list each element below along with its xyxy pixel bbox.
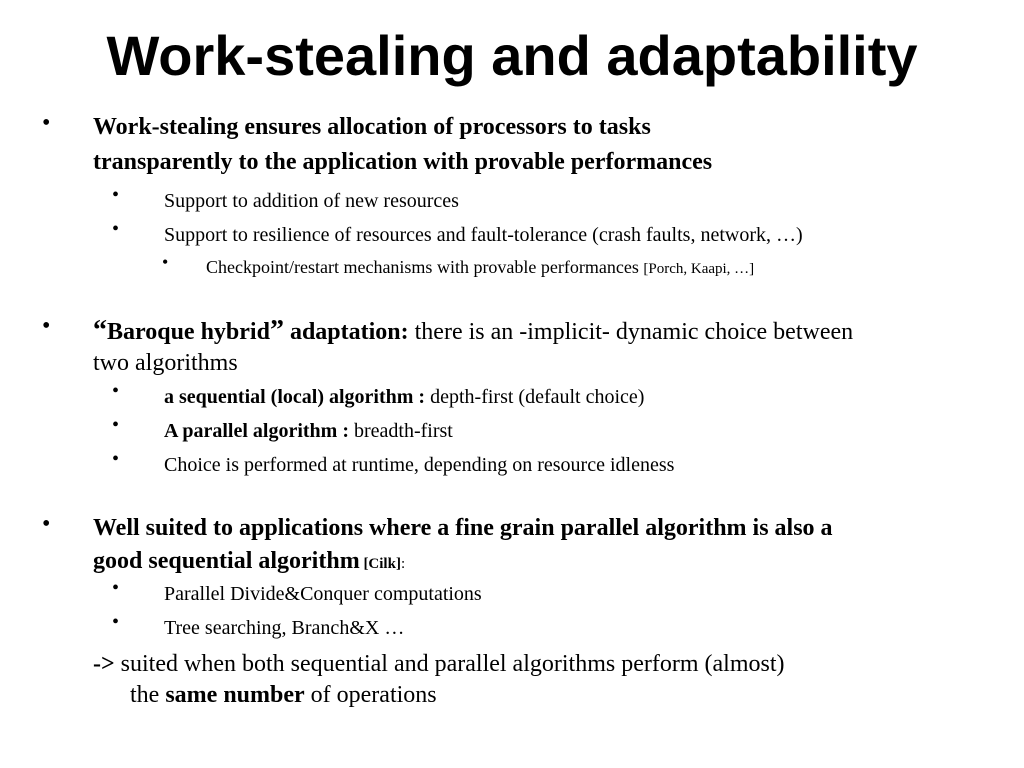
sub-bullet-bold: A parallel algorithm : [164,420,349,442]
open-quote: “ [93,315,107,346]
bullet-icon: • [112,218,120,240]
bold-label: adaptation: [283,319,409,345]
bullet-icon: • [112,577,120,599]
bullet-icon: • [112,184,120,206]
colon: : [400,556,406,572]
conclusion-text-a: the [130,682,166,708]
subsub-bullet-text [206,252,754,284]
sub-bullet-text: Choice is performed at runtime, depending on resource idleness [164,454,675,476]
bullet-lead-line2: transparently to the application with provable performances [93,149,713,175]
sub-bullet-text: Support to resilience of resources and fault-tolerance (crash faults, network, …) [164,224,803,246]
slide-title: Work-stealing and adaptability [106,24,918,87]
bullet-lead-line2: good sequential algorithm [93,548,360,574]
sub-bullet-text: Tree searching, Branch&X … [164,617,405,639]
arrow: -> [93,651,115,677]
conclusion-bold: same number [165,682,305,708]
bullet-lead-line1: Well suited to applications where a fine grain parallel algorithm is also a [93,515,833,541]
reference-porch-kaapi: [Porch, Kaapi, …] [643,261,755,277]
close-quote: ” [269,315,284,346]
bullet-text [93,110,651,145]
conclusion-text-b: of operations [304,682,437,708]
bullet-icon: • [42,110,51,136]
bullet-icon: • [42,511,51,537]
bullet-icon: • [112,448,120,470]
bold-term: Baroque hybrid [107,319,270,345]
sub-bullet-text [164,380,644,414]
sub-bullet-text: Parallel Divide&Conquer computations [164,583,482,605]
sub-bullet-rest: depth-first (default choice) [425,386,645,408]
bullet-icon: • [42,313,51,339]
bullet-icon: • [162,252,169,272]
bullet-text [93,511,833,546]
sub-bullet-text [164,414,453,448]
bullet-icon: • [112,380,120,402]
bullet-rest: there is an -implicit- dynamic choice between [408,319,854,345]
bullet-text [93,313,853,350]
bullet-line2: two algorithms [93,350,238,376]
sub-bullet-rest: breadth-first [348,420,453,442]
conclusion-text: suited when both sequential and parallel algorithms perform (almost) [114,651,785,677]
sub-bullet-bold: a sequential (local) algorithm : [164,386,426,408]
reference-cilk: [Cilk] [359,556,401,572]
checkpoint-text: Checkpoint/restart mechanisms with provable performances [206,257,639,277]
sub-bullet-text: Support to addition of new resources [164,190,459,212]
bullet-icon: • [112,414,120,436]
bullet-icon: • [112,611,120,633]
bullet-lead-line1: Work-stealing ensures allocation of processors to tasks [93,114,651,140]
